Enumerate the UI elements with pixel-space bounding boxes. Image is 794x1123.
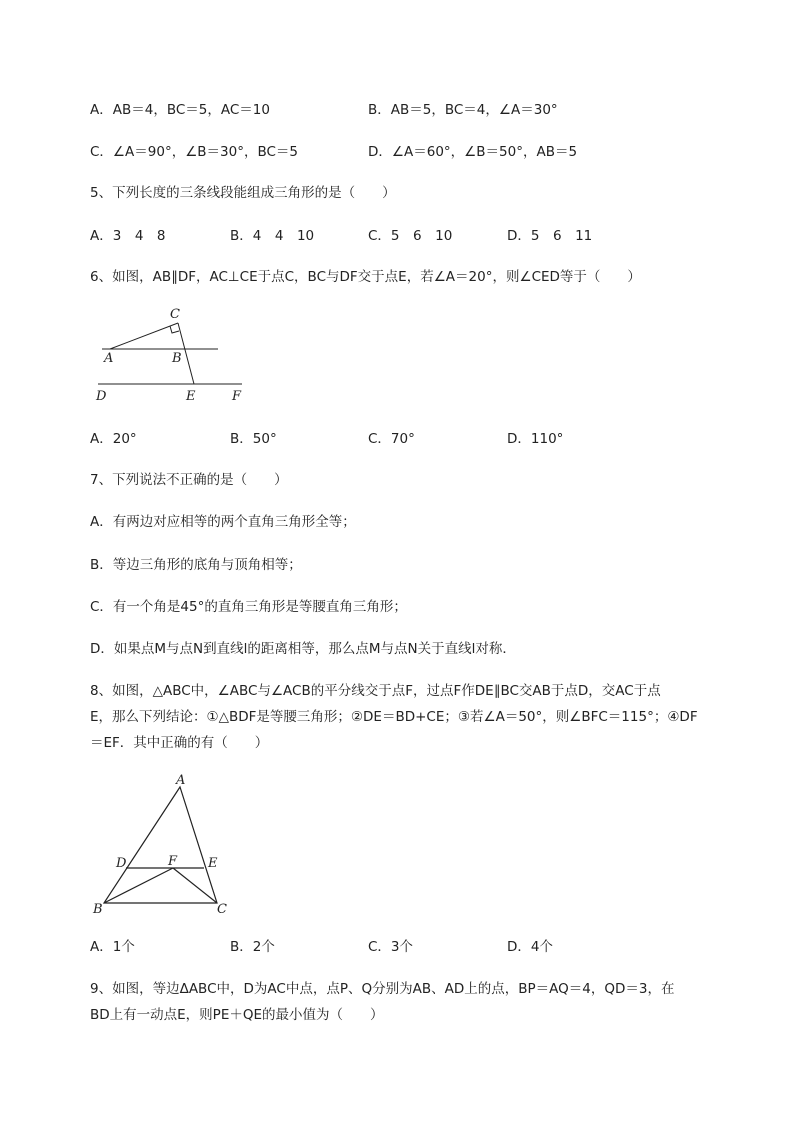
segment-cf (173, 868, 217, 903)
q6-option-c: C．70° (368, 431, 415, 447)
label-b: B (93, 902, 103, 917)
q5-option-d: D．5 6 11 (507, 228, 593, 244)
q5-option-a: A．3 4 8 (90, 228, 166, 244)
label-c: C (170, 307, 180, 322)
q8-option-a: A．1个 (90, 939, 135, 955)
label-d: D (96, 389, 107, 404)
label-f: F (232, 389, 242, 404)
q7-option-a: A．有两边对应相等的两个直角三角形全等； (90, 514, 356, 530)
label-c: C (217, 902, 227, 917)
q4-option-b: B．AB＝5，BC＝4，∠A＝30° (368, 102, 558, 118)
q6-figure (90, 300, 260, 410)
q7-option-c: C．有一个角是45°的直角三角形是等腰直角三角形； (90, 599, 407, 615)
q5-option-b: B．4 4 10 (230, 228, 315, 244)
label-d: D (116, 856, 127, 871)
q6-option-a: A．20° (90, 431, 137, 447)
q5-stem: 5、下列长度的三条线段能组成三角形的是（ ） (90, 185, 396, 201)
q6-option-b: B．50° (230, 431, 277, 447)
q8-stem-line3: ＝EF．其中正确的有（ ） (90, 735, 269, 751)
q8-option-d: D．4个 (507, 939, 553, 955)
triangle-abc (104, 787, 217, 903)
q8-option-c: C．3个 (368, 939, 414, 955)
q6-option-d: D．110° (507, 431, 564, 447)
q4-option-d: D．∠A＝60°，∠B＝50°，AB＝5 (368, 144, 578, 160)
q8-stem-line2: E，那么下列结论：①△BDF是等腰三角形；②DE＝BD+CE；③若∠A＝50°，则∠BFC＝115°；④DF (90, 709, 698, 725)
q7-stem: 7、下列说法不正确的是（ ） (90, 472, 288, 488)
label-f: F (168, 854, 178, 869)
segment-ac (110, 323, 178, 349)
q9-stem-line1: 9、如图，等边ΔABC中，D为AC中点，点P、Q分别为AB、AD上的点，BP＝AQ＝4，QD＝3，在 (90, 981, 675, 997)
q9-stem-line2: BD上有一动点E，则PE＋QE的最小值为（ ） (90, 1007, 384, 1023)
q8-option-b: B．2个 (230, 939, 275, 955)
segment-bf (104, 868, 173, 903)
label-b: B (172, 351, 182, 366)
q6-stem: 6、如图，AB∥DF，AC⊥CE于点C，BC与DF交于点E，若∠A＝20°，则∠CED等于（ ） (90, 269, 641, 285)
q7-option-d: D．如果点M与点N到直线l的距离相等，那么点M与点N关于直线l对称． (90, 641, 516, 657)
q4-option-c: C．∠A＝90°，∠B＝30°，BC＝5 (90, 144, 299, 160)
label-e: E (208, 856, 218, 871)
q4-option-a: A．AB＝4，BC＝5，AC＝10 (90, 102, 270, 118)
q8-figure (88, 770, 238, 920)
label-e: E (186, 389, 196, 404)
q5-option-c: C．5 6 10 (368, 228, 453, 244)
right-angle-mark (170, 326, 179, 333)
q7-option-b: B．等边三角形的底角与顶角相等； (90, 557, 302, 573)
q8-stem-line1: 8、如图，△ABC中，∠ABC与∠ACB的平分线交于点F，过点F作DE∥BC交AB于点D，交AC于点 (90, 683, 661, 699)
label-a: A (104, 351, 114, 366)
label-a: A (176, 773, 186, 788)
